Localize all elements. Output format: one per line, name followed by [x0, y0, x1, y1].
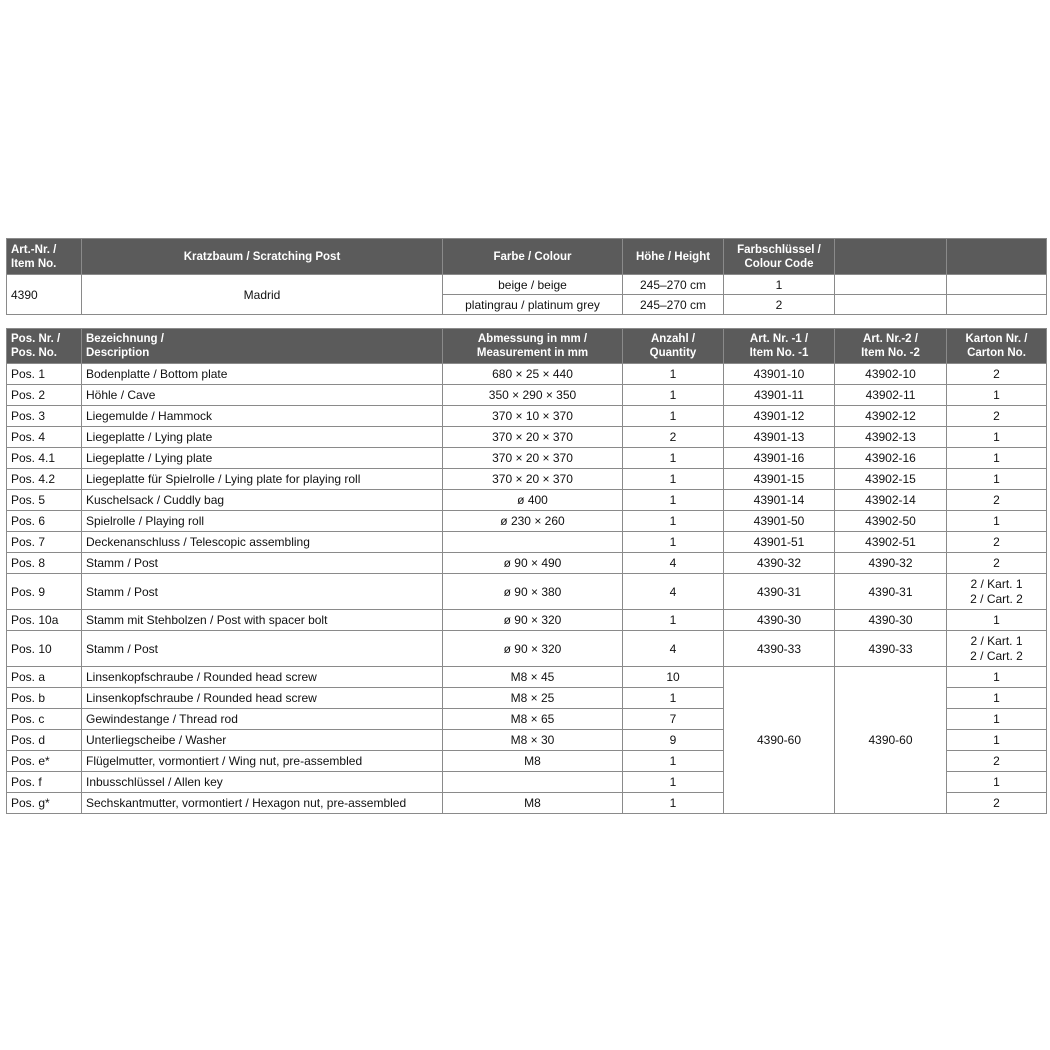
quantity-cell: 1: [623, 448, 724, 469]
pos-cell: Pos. 10a: [7, 610, 82, 631]
quantity-cell: 2: [623, 427, 724, 448]
pos-cell: Pos. 9: [7, 574, 82, 610]
quantity-header: Anzahl / Quantity: [623, 329, 724, 364]
description-cell: Sechskantmutter, vormontiert / Hexagon nut, pre-assembled: [82, 793, 443, 814]
carton-no-cell: 2: [947, 364, 1047, 385]
part-row: [7, 610, 1047, 631]
item-no-2-cell: 4390-32: [835, 553, 947, 574]
quantity-cell: 1: [623, 406, 724, 427]
item-no-2-cell: 4390-30: [835, 610, 947, 631]
carton-no-cell: 2: [947, 793, 1047, 814]
carton-no-cell: 1: [947, 610, 1047, 631]
item-no-1-cell: 43901-14: [724, 490, 835, 511]
item-no-1-cell: 43901-50: [724, 511, 835, 532]
description-cell: Inbusschlüssel / Allen key: [82, 772, 443, 793]
carton-line: 2 / Cart. 2: [970, 591, 1023, 606]
measurement-cell: ø 90 × 490: [443, 553, 623, 574]
height-header: Höhe / Height: [623, 239, 724, 275]
item-no-2-cell: 43902-50: [835, 511, 947, 532]
item-no-1-cell: 4390-32: [724, 553, 835, 574]
quantity-cell: 10: [623, 667, 724, 688]
item-no-1-cell: 43901-10: [724, 364, 835, 385]
pos-cell: Pos. 6: [7, 511, 82, 532]
carton-no-header: Karton Nr. / Carton No.: [947, 329, 1047, 364]
item-no-2-cell: 43902-11: [835, 385, 947, 406]
carton-no-cell: 1: [947, 511, 1047, 532]
quantity-cell: 1: [623, 490, 724, 511]
part-row: [7, 574, 1047, 610]
carton-no-cell: 1: [947, 469, 1047, 490]
colour-cell: platingrau / platinum grey: [443, 295, 623, 315]
description-cell: Linsenkopfschraube / Rounded head screw: [82, 667, 443, 688]
pos-cell: Pos. 2: [7, 385, 82, 406]
quantity-cell: 1: [623, 772, 724, 793]
quantity-cell: 4: [623, 553, 724, 574]
measurement-cell: ø 400: [443, 490, 623, 511]
description-cell: Flügelmutter, vormontiert / Wing nut, pre-assembled: [82, 751, 443, 772]
pos-header: Pos. Nr. / Pos. No.: [7, 329, 82, 364]
quantity-cell: 4: [623, 574, 724, 610]
measurement-cell: M8 × 25: [443, 688, 623, 709]
item-no-2-header: Art. Nr.-2 / Item No. -2: [835, 329, 947, 364]
carton-line: 2 / Kart. 1: [970, 633, 1023, 648]
quantity-cell: 1: [623, 511, 724, 532]
item-no-2-cell: 4390-33: [835, 631, 947, 667]
carton-no-cell: [947, 574, 1047, 610]
description-cell: Bodenplatte / Bottom plate: [82, 364, 443, 385]
measurement-cell: 350 × 290 × 350: [443, 385, 623, 406]
item-no-1-cell: 43901-12: [724, 406, 835, 427]
pos-cell: Pos. a: [7, 667, 82, 688]
carton-no-cell: 2: [947, 490, 1047, 511]
item-no-1-cell: 43901-15: [724, 469, 835, 490]
part-row: [7, 406, 1047, 427]
measurement-cell: M8 × 65: [443, 709, 623, 730]
measurement-cell: M8 × 30: [443, 730, 623, 751]
description-cell: Linsenkopfschraube / Rounded head screw: [82, 688, 443, 709]
quantity-cell: 1: [623, 751, 724, 772]
carton-no-cell: 2: [947, 751, 1047, 772]
quantity-cell: 1: [623, 385, 724, 406]
carton-no-cell: 1: [947, 448, 1047, 469]
quantity-cell: 1: [623, 793, 724, 814]
pos-cell: Pos. 7: [7, 532, 82, 553]
description-cell: Höhle / Cave: [82, 385, 443, 406]
product-table: [6, 238, 1047, 315]
height-cell: 245–270 cm: [623, 295, 724, 315]
carton-no-cell: 2: [947, 406, 1047, 427]
empty-cell: [835, 295, 947, 315]
part-row: [7, 427, 1047, 448]
carton-no-cell: 2: [947, 532, 1047, 553]
part-row: [7, 532, 1047, 553]
item-no-2-cell: 43902-16: [835, 448, 947, 469]
measurement-cell: 370 × 20 × 370: [443, 469, 623, 490]
item-no-2-cell: 43902-12: [835, 406, 947, 427]
part-row: [7, 631, 1047, 667]
quantity-cell: 1: [623, 532, 724, 553]
colour-code-cell: 1: [724, 275, 835, 295]
empty-cell: [947, 275, 1047, 295]
carton-no-cell: 1: [947, 772, 1047, 793]
colour-code-header: Farbschlüssel / Colour Code: [724, 239, 835, 275]
pos-cell: Pos. 8: [7, 553, 82, 574]
description-cell: Spielrolle / Playing roll: [82, 511, 443, 532]
carton-no-cell: 1: [947, 385, 1047, 406]
part-row: [7, 469, 1047, 490]
item-no-2-cell: 43902-14: [835, 490, 947, 511]
measurement-cell: M8: [443, 751, 623, 772]
pos-cell: Pos. 3: [7, 406, 82, 427]
description-cell: Kuschelsack / Cuddly bag: [82, 490, 443, 511]
item-no-1-cell: 43901-13: [724, 427, 835, 448]
measurement-cell: [443, 772, 623, 793]
item-no-2-cell: 43902-13: [835, 427, 947, 448]
colour-cell: beige / beige: [443, 275, 623, 295]
item-no-1-cell: 4390-33: [724, 631, 835, 667]
product-name-cell: Madrid: [82, 275, 443, 315]
description-cell: Stamm / Post: [82, 553, 443, 574]
description-cell: Liegemulde / Hammock: [82, 406, 443, 427]
item-no-2-cell: 43902-10: [835, 364, 947, 385]
carton-no-cell: 1: [947, 427, 1047, 448]
description-cell: Gewindestange / Thread rod: [82, 709, 443, 730]
empty-cell: [835, 275, 947, 295]
pos-cell: Pos. c: [7, 709, 82, 730]
pos-cell: Pos. d: [7, 730, 82, 751]
measurement-cell: M8 × 45: [443, 667, 623, 688]
product-table-header: [7, 239, 1047, 275]
pos-cell: Pos. 10: [7, 631, 82, 667]
pos-cell: Pos. f: [7, 772, 82, 793]
quantity-cell: 9: [623, 730, 724, 751]
part-row: [7, 490, 1047, 511]
quantity-cell: 1: [623, 469, 724, 490]
measurement-cell: ø 230 × 260: [443, 511, 623, 532]
measurement-cell: 370 × 10 × 370: [443, 406, 623, 427]
item-no-1-cell: 43901-16: [724, 448, 835, 469]
art-nr-cell: 4390: [7, 275, 82, 315]
description-cell: Stamm mit Stehbolzen / Post with spacer bolt: [82, 610, 443, 631]
measurement-cell: 680 × 25 × 440: [443, 364, 623, 385]
colour-code-cell: 2: [724, 295, 835, 315]
measurement-cell: ø 90 × 380: [443, 574, 623, 610]
name-header: Kratzbaum / Scratching Post: [82, 239, 443, 275]
description-cell: Stamm / Post: [82, 574, 443, 610]
item-no-1-cell: 4390-30: [724, 610, 835, 631]
pos-cell: Pos. 4.1: [7, 448, 82, 469]
item-no-1-cell: 43901-51: [724, 532, 835, 553]
description-cell: Deckenanschluss / Telescopic assembling: [82, 532, 443, 553]
measurement-cell: 370 × 20 × 370: [443, 427, 623, 448]
item-no-2-cell: 43902-51: [835, 532, 947, 553]
parts-table: [6, 328, 1047, 814]
description-cell: Liegeplatte / Lying plate: [82, 427, 443, 448]
item-no-1-header: Art. Nr. -1 / Item No. -1: [724, 329, 835, 364]
description-cell: Unterliegscheibe / Washer: [82, 730, 443, 751]
variant-row: [7, 275, 1047, 295]
carton-no-cell: 2: [947, 553, 1047, 574]
item-no-1-cell: 43901-11: [724, 385, 835, 406]
quantity-cell: 1: [623, 364, 724, 385]
measurement-cell: [443, 532, 623, 553]
item-no-2-cell: 43902-15: [835, 469, 947, 490]
hardware-item-no-2-cell: 4390-60: [835, 667, 947, 814]
part-row: [7, 364, 1047, 385]
part-row: [7, 553, 1047, 574]
measurement-cell: M8: [443, 793, 623, 814]
quantity-cell: 1: [623, 610, 724, 631]
part-row: [7, 385, 1047, 406]
pos-cell: Pos. b: [7, 688, 82, 709]
pos-cell: Pos. 5: [7, 490, 82, 511]
height-cell: 245–270 cm: [623, 275, 724, 295]
hardware-row: [7, 667, 1047, 688]
empty-cell: [947, 295, 1047, 315]
empty-header: [835, 239, 947, 275]
quantity-cell: 7: [623, 709, 724, 730]
carton-no-cell: 1: [947, 667, 1047, 688]
measurement-header: Abmessung in mm / Measurement in mm: [443, 329, 623, 364]
quantity-cell: 4: [623, 631, 724, 667]
description-cell: Liegeplatte / Lying plate: [82, 448, 443, 469]
hardware-item-no-1-cell: 4390-60: [724, 667, 835, 814]
carton-no-cell: 1: [947, 730, 1047, 751]
colour-header: Farbe / Colour: [443, 239, 623, 275]
item-no-1-cell: 4390-31: [724, 574, 835, 610]
part-row: [7, 448, 1047, 469]
carton-no-cell: [947, 631, 1047, 667]
carton-line: 2 / Cart. 2: [970, 648, 1023, 663]
measurement-cell: 370 × 20 × 370: [443, 448, 623, 469]
parts-table-header: [7, 329, 1047, 364]
description-header: Bezeichnung / Description: [82, 329, 443, 364]
measurement-cell: ø 90 × 320: [443, 631, 623, 667]
empty-header: [947, 239, 1047, 275]
item-no-2-cell: 4390-31: [835, 574, 947, 610]
carton-no-cell: 1: [947, 688, 1047, 709]
carton-no-cell: 1: [947, 709, 1047, 730]
carton-line: 2 / Kart. 1: [970, 576, 1023, 591]
description-cell: Stamm / Post: [82, 631, 443, 667]
pos-cell: Pos. g*: [7, 793, 82, 814]
pos-cell: Pos. e*: [7, 751, 82, 772]
measurement-cell: ø 90 × 320: [443, 610, 623, 631]
pos-cell: Pos. 4: [7, 427, 82, 448]
pos-cell: Pos. 1: [7, 364, 82, 385]
description-cell: Liegeplatte für Spielrolle / Lying plate for playing roll: [82, 469, 443, 490]
part-row: [7, 511, 1047, 532]
art-nr-header: Art.-Nr. / Item No.: [7, 239, 82, 275]
quantity-cell: 1: [623, 688, 724, 709]
pos-cell: Pos. 4.2: [7, 469, 82, 490]
